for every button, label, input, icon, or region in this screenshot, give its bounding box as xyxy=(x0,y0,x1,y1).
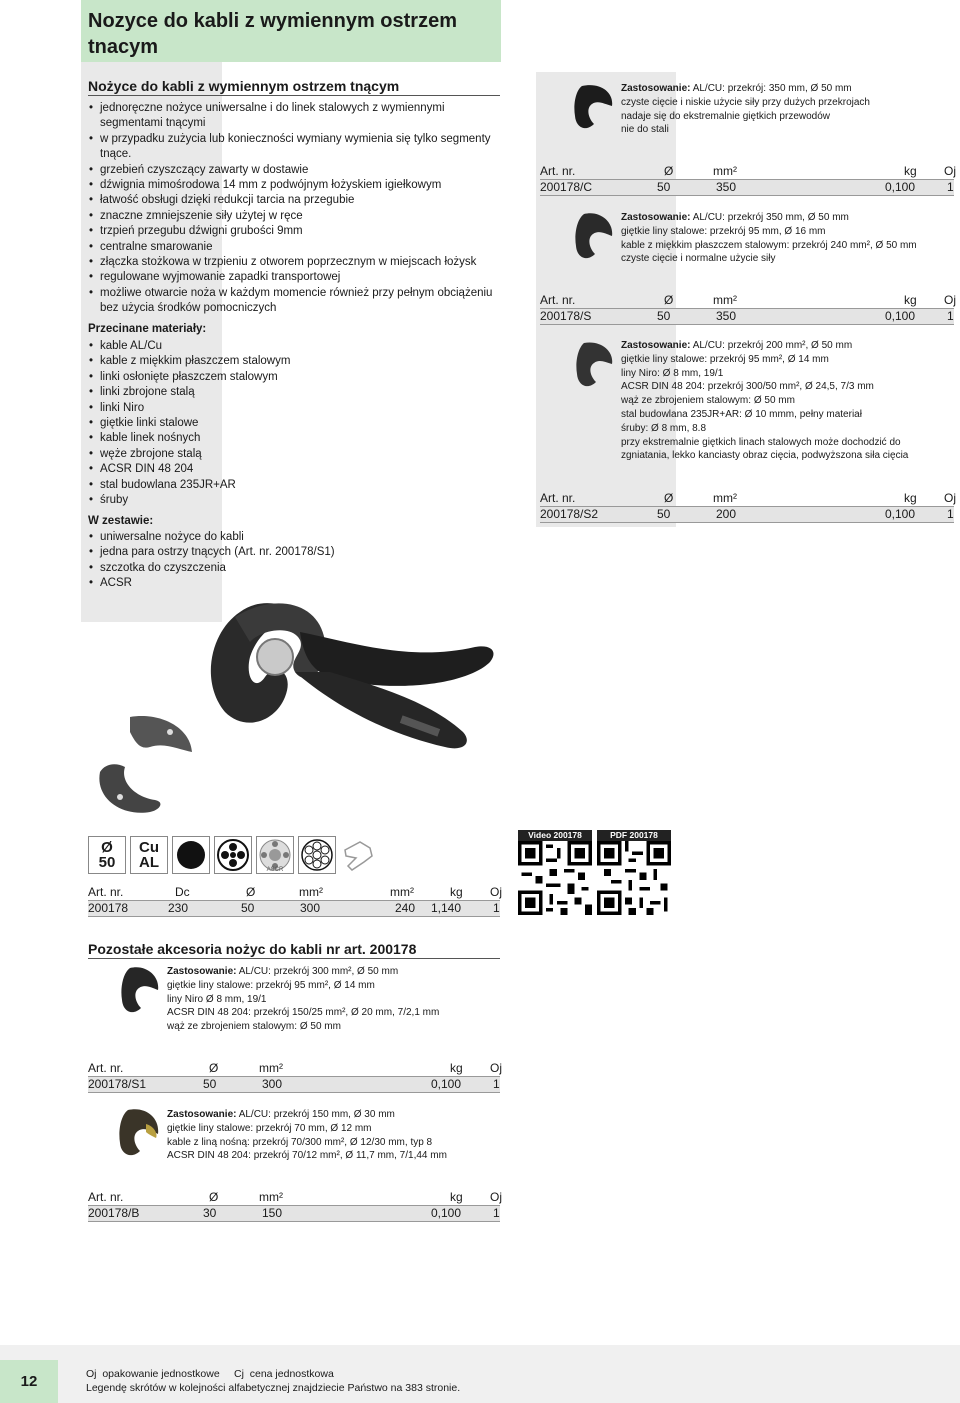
blade-s2-description: Zastosowanie: AL/CU: przekrój 200 mm², Ø 50 mm giętkie liny stalowe: przekrój 95 mm², Ø 14 mm liny Niro: Ø 8 mm, 19/1 ACSR DIN 48 204: przekrój 300/50 mm², Ø 24,5, 7/3 mm wąż ze zbrojeniem stalowym: Ø 50 mm stal budowlana 235JR+AR: Ø 10 mmm, pełny materiał śruby: Ø 8 mm, 8.8 przy ekstremalnie giętkich linach stalowych może dochodzić do zgniatania, lekko kanciasty obraz cięcia, podwyższona siła cięcia xyxy=(621,340,909,462)
feature-item: • złączka stożkowa w trzpieniu z otworem poprzecznym w miejscach łożysk xyxy=(88,255,500,270)
footer-legend-cj: Cj cena jednostkowa xyxy=(234,1368,334,1380)
multi-core-cable-icon xyxy=(214,836,252,874)
blade-s1-image xyxy=(118,964,162,1018)
material-item: • linki zbrojone stalą xyxy=(88,385,388,400)
pdf-qr-code[interactable] xyxy=(597,841,671,915)
accessories-title: Pozostałe akcesoria nożyc do kabli nr art. 200178 xyxy=(88,941,500,959)
blade-b-image xyxy=(116,1106,162,1162)
feature-item: • znaczne zmniejszenie siły użytej w ręce xyxy=(88,209,500,224)
col-kg: kg xyxy=(450,885,463,899)
col-mm2-b: mm² xyxy=(390,885,414,899)
material-item: • stal budowlana 235JR+AR xyxy=(88,478,388,493)
material-item: • linki osłonięte płaszczem stalowym xyxy=(88,370,388,385)
footer-legend-oj: Oj opakowanie jednostkowe xyxy=(86,1368,220,1380)
feature-item: • łatwość obsługi dzięki redukcji tarcia na przegubie xyxy=(88,193,500,208)
cu-al-icon: Cu AL xyxy=(130,836,168,874)
col-oj: Oj xyxy=(490,885,502,899)
blade-s1-table: Art. nr. Ø mm² kg Oj 200178/S1 50 300 0,100 1 xyxy=(88,1061,502,1091)
col-dc: Dc xyxy=(175,885,190,899)
material-item: • węże zbrojone stalą xyxy=(88,447,388,462)
video-qr-label: Video 200178 xyxy=(518,830,592,841)
wire-rope-icon xyxy=(298,836,336,874)
main-product-table xyxy=(88,884,500,917)
col-mm2-a: mm² xyxy=(299,885,323,899)
material-item: • ACSR DIN 48 204 xyxy=(88,462,388,477)
table-row[interactable]: 200178 230 50 300 240 1,140 1 xyxy=(88,901,500,915)
col-diameter: Ø xyxy=(246,885,256,899)
table-row[interactable]: 200178/B 30 150 0,100 1 xyxy=(88,1206,500,1220)
video-qr-code[interactable] xyxy=(518,841,592,915)
material-item: • kable linek nośnych xyxy=(88,431,388,446)
material-item: • kable AL/Cu xyxy=(88,339,388,354)
feature-item: • jednoręczne nożyce uniwersalne i do linek stalowych z wymiennymi segmentami tnącymi xyxy=(88,101,500,132)
feature-item: • grzebień czyszczący zawarty w dostawie xyxy=(88,163,500,178)
blade-b-description: Zastosowanie: AL/CU: przekrój 150 mm, Ø 30 mm giętkie liny stalowe: przekrój 70 mm, Ø 12 mm kable z liną nośną: przekrój 70/300 mm², Ø 12/30 mm, typ 8 ACSR DIN 48 204: przekrój 70/12 mm², Ø 11,7 mm, 7/1,44 mm xyxy=(167,1109,447,1162)
blade-c-image xyxy=(572,82,616,136)
feature-item: • dźwignia mimośrodowa 14 mm z podwójnym łożyskiem igiełkowym xyxy=(88,178,500,193)
set-item: • jedna para ostrzy tnących (Art. nr. 200178/S1) xyxy=(88,545,388,560)
pdf-qr-label: PDF 200178 xyxy=(597,830,671,841)
blade-s-description: Zastosowanie: AL/CU: przekrój 350 mm, Ø 50 mm giętkie liny stalowe: przekrój 95 mm, Ø 16 mm kable z miękkim płaszczem stalowym: przekrój 240 mm², Ø 50 mm czyste cięcie i normalne użycie siły xyxy=(621,212,917,265)
feature-item: • możliwe otwarcie noża w każdym momencie również przy pełnym obciążeniu bez użycia środków pomocniczych xyxy=(88,286,500,317)
set-item: • uniwersalne nożyce do kabli xyxy=(88,530,388,545)
diameter-50-icon: Ø 50 xyxy=(88,836,126,874)
set-item: • szczotka do czyszczenia xyxy=(88,561,388,576)
blade-b-table: Art. nr. Ø mm² kg Oj 200178/B 30 150 0,100 1 xyxy=(88,1190,502,1220)
feature-item: • w przypadku zużycia lub konieczności wymiany wymienia się tylko segmenty tnące. xyxy=(88,132,500,163)
material-item: • giętkie linki stalowe xyxy=(88,416,388,431)
material-item: • linki Niro xyxy=(88,401,388,416)
acsr-cable-icon xyxy=(256,836,294,874)
bolt-icon xyxy=(340,836,378,874)
feature-item: • trzpień przegubu dźwigni grubości 9mm xyxy=(88,224,500,239)
table-row[interactable]: 200178/S1 50 300 0,100 1 xyxy=(88,1077,500,1091)
acsr-icon-label: ASCR xyxy=(266,867,284,873)
page-number: 12 xyxy=(0,1360,58,1403)
solid-conductor-icon xyxy=(172,836,210,874)
blade-s2-image xyxy=(572,338,616,392)
table-header xyxy=(88,884,500,900)
blade-c-description: Zastosowanie: AL/CU: przekrój: 350 mm, Ø 50 mm czyste cięcie i niskie użycie siły przy dużych przekrojach nadaje się do ekstremalnie giętkich przewodów nie do stali xyxy=(621,83,870,136)
page-header xyxy=(81,0,501,62)
blade-s1-description: Zastosowanie: AL/CU: przekrój 300 mm², Ø 50 mm giętkie liny stalowe: przekrój 95 mm², Ø 14 mm liny Niro Ø 8 mm, 19/1 ACSR DIN 48 204: przekrój 150/25 mm², Ø 20 mm, 7/2,1 mm wąż ze zbrojeniem stalowym: Ø 50 mm xyxy=(167,966,440,1033)
blade-s2-table: Art. nr. Ø mm² kg Oj 200178/S2 50 200 0,100 1 xyxy=(540,491,956,521)
table-row[interactable]: 200178/S 50 350 0,100 1 xyxy=(540,309,954,323)
col-art-nr: Art. nr. xyxy=(88,885,124,899)
table-row[interactable]: 200178/S2 50 200 0,100 1 xyxy=(540,507,954,521)
blade-pair-image xyxy=(90,712,210,822)
set-item: • ACSR xyxy=(88,576,388,591)
table-row[interactable]: 200178/C 50 350 0,100 1 xyxy=(540,180,954,194)
blade-s-image xyxy=(572,210,616,264)
set-title: W zestawie: xyxy=(88,515,154,527)
materials-list xyxy=(88,339,388,508)
blade-c-table: Art. nr. Ø mm² kg Oj 200178/C 50 350 0,100 1 xyxy=(540,164,956,194)
cable-cutter-image xyxy=(180,572,500,772)
section-title: Nożyce do kabli z wymiennym ostrzem tnącym xyxy=(88,78,500,96)
features-list xyxy=(88,101,500,317)
material-item: • śruby xyxy=(88,493,388,508)
materials-title: Przecinane materiały: xyxy=(88,323,207,335)
feature-item: • regulowane wyjmowanie zapadki transportowej xyxy=(88,270,500,285)
blade-s-table: Art. nr. Ø mm² kg Oj 200178/S 50 350 0,100 1 xyxy=(540,293,956,323)
material-item: • kable z miękkim płaszczem stalowym xyxy=(88,354,388,369)
page-title: Nozyce do kabli z wymiennym ostrzem tnacym xyxy=(88,10,457,58)
feature-item: • centralne smarowanie xyxy=(88,240,500,255)
footer-note: Legendę skrótów w kolejności alfabetycznej znajdziecie Państwo na 383 stronie. xyxy=(86,1382,461,1394)
